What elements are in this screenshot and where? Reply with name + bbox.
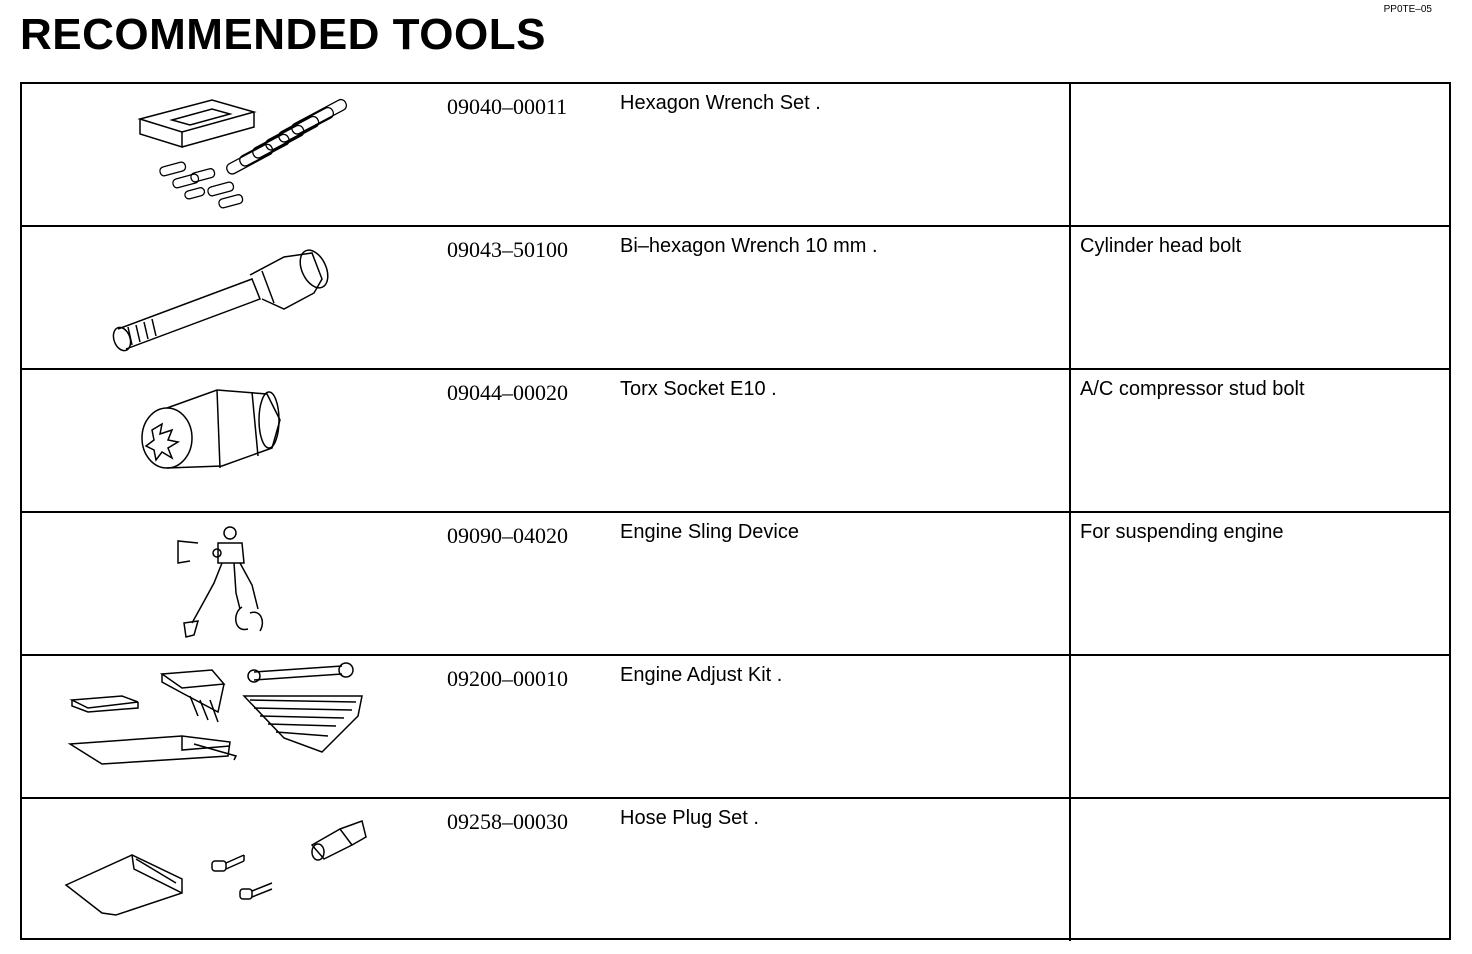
column-divider [1069,513,1071,654]
bi-hexagon-wrench-icon [22,227,442,367]
page-title: RECOMMENDED TOOLS [20,10,546,59]
tool-row [22,513,1449,656]
document-code: PP0TE–05 [1383,4,1432,15]
tool-row [22,799,1449,941]
tool-name: Engine Adjust Kit . [620,664,783,686]
engine-sling-device-icon [22,513,442,653]
tool-name: Bi–hexagon Wrench 10 mm . [620,235,878,257]
tool-use: Cylinder head bolt [1080,235,1242,257]
tool-name: Hose Plug Set . [620,807,759,829]
column-divider [1069,370,1071,511]
tool-name: Engine Sling Device [620,521,799,543]
column-divider [1069,799,1071,941]
part-number: 09043–50100 [447,237,568,262]
hose-plug-set-icon [22,799,442,939]
part-number: 09044–00020 [447,380,568,405]
column-divider [1069,227,1071,368]
part-number: 09258–00030 [447,809,568,834]
tool-row [22,227,1449,370]
tools-table [20,82,1451,940]
part-number: 09200–00010 [447,666,568,691]
tool-row [22,656,1449,799]
tool-use: A/C compressor stud bolt [1080,378,1305,400]
tool-use: For suspending engine [1080,521,1284,543]
torx-socket-icon [22,370,442,510]
tool-name: Hexagon Wrench Set . [620,92,821,114]
hexagon-wrench-set-icon [22,84,442,224]
tool-name: Torx Socket E10 . [620,378,777,400]
column-divider [1069,84,1071,225]
tool-row [22,84,1449,227]
column-divider [1069,656,1071,797]
engine-adjust-kit-icon [22,656,442,796]
part-number: 09040–00011 [447,94,568,119]
part-number: 09090–04020 [447,523,568,548]
tool-row [22,370,1449,513]
